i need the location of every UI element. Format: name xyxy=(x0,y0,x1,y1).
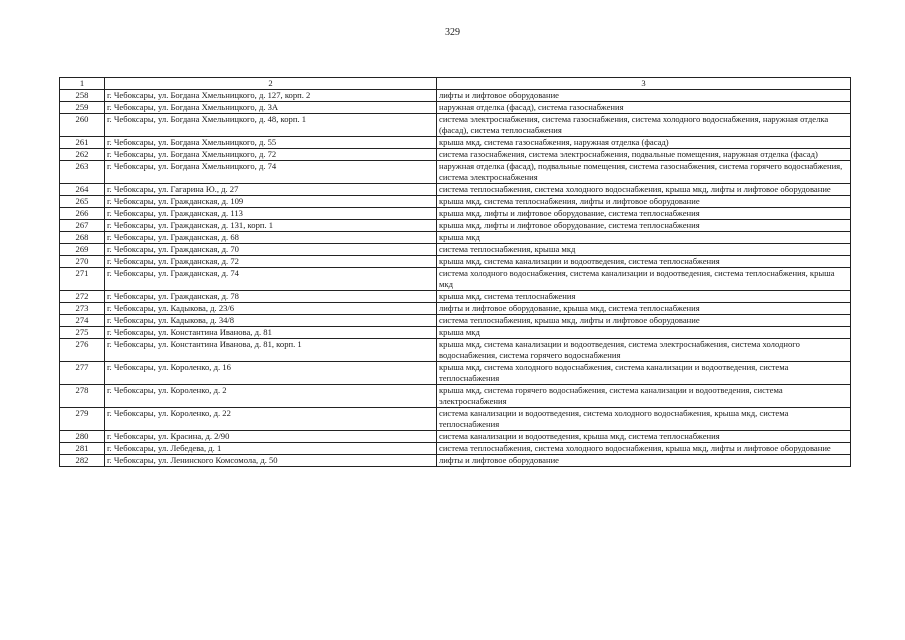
row-number-cell: 265 xyxy=(60,196,105,208)
registry-table xyxy=(59,77,851,467)
address-cell: г. Чебоксары, ул. Короленко, д. 2 xyxy=(105,385,437,408)
table-row xyxy=(60,327,851,339)
address-cell: г. Чебоксары, ул. Гражданская, д. 113 xyxy=(105,208,437,220)
table-header xyxy=(60,78,851,90)
address-cell: г. Чебоксары, ул. Богдана Хмельницкого, д. 127, корп. 2 xyxy=(105,90,437,102)
table-row xyxy=(60,339,851,362)
table-row xyxy=(60,443,851,455)
table-row xyxy=(60,114,851,137)
row-number-cell: 273 xyxy=(60,303,105,315)
address-cell: г. Чебоксары, ул. Кадыкова, д. 34/8 xyxy=(105,315,437,327)
address-cell: г. Чебоксары, ул. Богдана Хмельницкого, д. 3А xyxy=(105,102,437,114)
works-cell: система холодного водоснабжения, система канализации и водоотведения, система теплоснабжения, крыша мкд xyxy=(437,268,851,291)
row-number-cell: 275 xyxy=(60,327,105,339)
address-cell: г. Чебоксары, ул. Богдана Хмельницкого, д. 48, корп. 1 xyxy=(105,114,437,137)
table-row xyxy=(60,208,851,220)
works-cell: система теплоснабжения, система холодного водоснабжения, крыша мкд, лифты и лифтовое оборудование xyxy=(437,184,851,196)
address-cell: г. Чебоксары, ул. Короленко, д. 22 xyxy=(105,408,437,431)
works-cell: система канализации и водоотведения, крыша мкд, система теплоснабжения xyxy=(437,431,851,443)
row-number-cell: 258 xyxy=(60,90,105,102)
row-number-cell: 268 xyxy=(60,232,105,244)
works-cell: система теплоснабжения, крыша мкд xyxy=(437,244,851,256)
table-row xyxy=(60,196,851,208)
table-row xyxy=(60,184,851,196)
works-cell: крыша мкд, система горячего водоснабжения, система канализации и водоотведения, система электроснабжения xyxy=(437,385,851,408)
table-row xyxy=(60,232,851,244)
table-row xyxy=(60,220,851,232)
row-number-cell: 269 xyxy=(60,244,105,256)
address-cell: г. Чебоксары, ул. Гражданская, д. 70 xyxy=(105,244,437,256)
works-cell: система теплоснабжения, крыша мкд, лифты и лифтовое оборудование xyxy=(437,315,851,327)
address-cell: г. Чебоксары, ул. Константина Иванова, д. 81 xyxy=(105,327,437,339)
table-row xyxy=(60,137,851,149)
works-cell: система теплоснабжения, система холодного водоснабжения, крыша мкд, лифты и лифтовое оборудование xyxy=(437,443,851,455)
table-row xyxy=(60,431,851,443)
works-cell: крыша мкд xyxy=(437,327,851,339)
table-row xyxy=(60,362,851,385)
works-cell: лифты и лифтовое оборудование xyxy=(437,90,851,102)
works-cell: система электроснабжения, система газоснабжения, система холодного водоснабжения, наружная отделка (фасад), система теплоснабжения xyxy=(437,114,851,137)
row-number-cell: 263 xyxy=(60,161,105,184)
table-row xyxy=(60,161,851,184)
address-cell: г. Чебоксары, ул. Богдана Хмельницкого, д. 55 xyxy=(105,137,437,149)
address-cell: г. Чебоксары, ул. Гражданская, д. 131, корп. 1 xyxy=(105,220,437,232)
works-cell: система канализации и водоотведения, система холодного водоснабжения, крыша мкд, система теплоснабжения xyxy=(437,408,851,431)
row-number-cell: 274 xyxy=(60,315,105,327)
address-cell: г. Чебоксары, ул. Гражданская, д. 109 xyxy=(105,196,437,208)
table-row xyxy=(60,244,851,256)
address-cell: г. Чебоксары, ул. Лебедева, д. 1 xyxy=(105,443,437,455)
row-number-cell: 267 xyxy=(60,220,105,232)
address-cell: г. Чебоксары, ул. Гражданская, д. 78 xyxy=(105,291,437,303)
address-cell: г. Чебоксары, ул. Гражданская, д. 68 xyxy=(105,232,437,244)
works-cell: крыша мкд, система холодного водоснабжения, система канализации и водоотведения, система теплоснабжения xyxy=(437,362,851,385)
row-number-cell: 279 xyxy=(60,408,105,431)
address-cell: г. Чебоксары, ул. Богдана Хмельницкого, д. 72 xyxy=(105,149,437,161)
table-row xyxy=(60,268,851,291)
table-row xyxy=(60,90,851,102)
table-row xyxy=(60,315,851,327)
table-row xyxy=(60,303,851,315)
table-row xyxy=(60,149,851,161)
table-row xyxy=(60,385,851,408)
works-cell: крыша мкд, система теплоснабжения xyxy=(437,291,851,303)
row-number-cell: 277 xyxy=(60,362,105,385)
works-cell: крыша мкд, лифты и лифтовое оборудование, система теплоснабжения xyxy=(437,208,851,220)
row-number-cell: 271 xyxy=(60,268,105,291)
table-row xyxy=(60,102,851,114)
row-number-cell: 264 xyxy=(60,184,105,196)
row-number-cell: 276 xyxy=(60,339,105,362)
row-number-cell: 272 xyxy=(60,291,105,303)
table-body xyxy=(60,90,851,467)
address-cell: г. Чебоксары, ул. Ленинского Комсомола, д. 50 xyxy=(105,455,437,467)
column-header-address: 2 xyxy=(105,78,437,90)
address-cell: г. Чебоксары, ул. Гражданская, д. 74 xyxy=(105,268,437,291)
row-number-cell: 261 xyxy=(60,137,105,149)
works-cell: лифты и лифтовое оборудование xyxy=(437,455,851,467)
column-header-works: 3 xyxy=(437,78,851,90)
header-row xyxy=(60,78,851,90)
row-number-cell: 270 xyxy=(60,256,105,268)
works-cell: крыша мкд xyxy=(437,232,851,244)
column-header-number: 1 xyxy=(60,78,105,90)
row-number-cell: 266 xyxy=(60,208,105,220)
address-cell: г. Чебоксары, ул. Гражданская, д. 72 xyxy=(105,256,437,268)
works-cell: лифты и лифтовое оборудование, крыша мкд, система теплоснабжения xyxy=(437,303,851,315)
works-cell: крыша мкд, система канализации и водоотведения, система теплоснабжения xyxy=(437,256,851,268)
row-number-cell: 282 xyxy=(60,455,105,467)
page-number: 329 xyxy=(445,27,460,38)
address-cell: г. Чебоксары, ул. Кадыкова, д. 23/6 xyxy=(105,303,437,315)
row-number-cell: 262 xyxy=(60,149,105,161)
works-cell: крыша мкд, система газоснабжения, наружная отделка (фасад) xyxy=(437,137,851,149)
works-cell: наружная отделка (фасад), подвальные помещения, система газоснабжения, система горячего водоснабжения, система электроснабжения xyxy=(437,161,851,184)
address-cell: г. Чебоксары, ул. Гагарина Ю., д. 27 xyxy=(105,184,437,196)
address-cell: г. Чебоксары, ул. Константина Иванова, д. 81, корп. 1 xyxy=(105,339,437,362)
works-cell: крыша мкд, лифты и лифтовое оборудование, система теплоснабжения xyxy=(437,220,851,232)
row-number-cell: 281 xyxy=(60,443,105,455)
address-cell: г. Чебоксары, ул. Богдана Хмельницкого, д. 74 xyxy=(105,161,437,184)
table-row xyxy=(60,455,851,467)
row-number-cell: 278 xyxy=(60,385,105,408)
table-row xyxy=(60,408,851,431)
row-number-cell: 280 xyxy=(60,431,105,443)
works-cell: наружная отделка (фасад), система газоснабжения xyxy=(437,102,851,114)
row-number-cell: 259 xyxy=(60,102,105,114)
works-cell: система газоснабжения, система электроснабжения, подвальные помещения, наружная отделка (фасад) xyxy=(437,149,851,161)
row-number-cell: 260 xyxy=(60,114,105,137)
table-row xyxy=(60,291,851,303)
works-cell: крыша мкд, система канализации и водоотведения, система электроснабжения, система холодного водоснабжения, система горячего водоснабжения xyxy=(437,339,851,362)
works-cell: крыша мкд, система теплоснабжения, лифты и лифтовое оборудование xyxy=(437,196,851,208)
address-cell: г. Чебоксары, ул. Красина, д. 2/90 xyxy=(105,431,437,443)
address-cell: г. Чебоксары, ул. Короленко, д. 16 xyxy=(105,362,437,385)
table-row xyxy=(60,256,851,268)
